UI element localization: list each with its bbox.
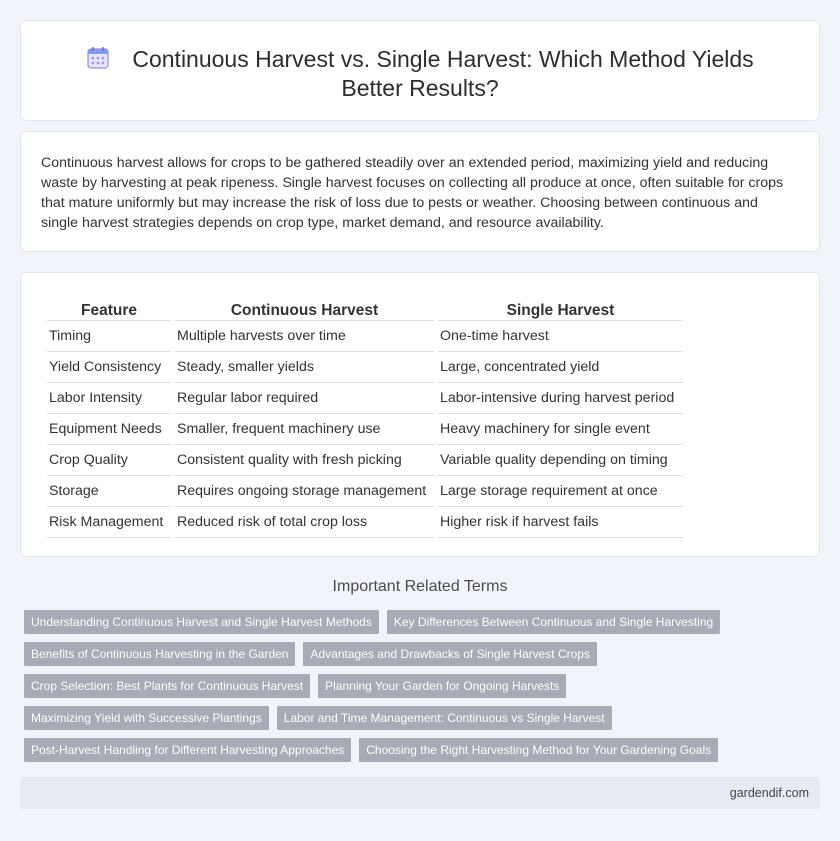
related-term-tag[interactable]: Planning Your Garden for Ongoing Harvests	[318, 674, 566, 698]
tag-row	[24, 706, 824, 738]
table-row	[47, 321, 683, 352]
cell-feature: Timing	[47, 321, 171, 352]
cell-single: Large, concentrated yield	[438, 352, 683, 383]
cell-continuous: Consistent quality with fresh picking	[175, 445, 434, 476]
related-term-tag[interactable]: Key Differences Between Continuous and Single Harvesting	[387, 610, 720, 634]
table-row	[47, 476, 683, 507]
table-row	[47, 507, 683, 538]
cell-continuous: Steady, smaller yields	[175, 352, 434, 383]
related-term-tag[interactable]: Labor and Time Management: Continuous vs Single Harvest	[277, 706, 612, 730]
cell-single: Large storage requirement at once	[438, 476, 683, 507]
cell-single: Heavy machinery for single event	[438, 414, 683, 445]
tag-row	[24, 738, 824, 770]
cell-single: Variable quality depending on timing	[438, 445, 683, 476]
related-term-tag[interactable]: Maximizing Yield with Successive Plantings	[24, 706, 269, 730]
cell-feature: Labor Intensity	[47, 383, 171, 414]
calendar-icon	[86, 46, 110, 70]
related-terms-list	[24, 610, 824, 770]
table-row	[47, 414, 683, 445]
related-term-tag[interactable]: Post-Harvest Handling for Different Harvesting Approaches	[24, 738, 351, 762]
title-card	[20, 20, 820, 121]
cell-single: One-time harvest	[438, 321, 683, 352]
related-term-tag[interactable]: Benefits of Continuous Harvesting in the Garden	[24, 642, 295, 666]
cell-feature: Storage	[47, 476, 171, 507]
cell-continuous: Smaller, frequent machinery use	[175, 414, 434, 445]
header-feature: Feature	[47, 295, 171, 321]
cell-continuous: Regular labor required	[175, 383, 434, 414]
cell-feature: Risk Management	[47, 507, 171, 538]
comparison-card	[20, 272, 820, 557]
cell-continuous: Multiple harvests over time	[175, 321, 434, 352]
footer	[20, 777, 820, 809]
cell-feature: Equipment Needs	[47, 414, 171, 445]
table-row	[47, 383, 683, 414]
header-single: Single Harvest	[438, 295, 683, 321]
cell-continuous: Reduced risk of total crop loss	[175, 507, 434, 538]
tag-row	[24, 642, 824, 674]
footer-site-link[interactable]: gardendif.com	[729, 786, 809, 800]
cell-single: Higher risk if harvest fails	[438, 507, 683, 538]
related-term-tag[interactable]: Advantages and Drawbacks of Single Harvest Crops	[303, 642, 596, 666]
intro-card	[20, 131, 820, 252]
header-continuous: Continuous Harvest	[175, 295, 434, 321]
related-terms-title: Important Related Terms	[332, 578, 508, 595]
related-term-tag[interactable]: Choosing the Right Harvesting Method for Your Gardening Goals	[359, 738, 718, 762]
page-title-wrap	[71, 45, 769, 103]
related-term-tag[interactable]: Crop Selection: Best Plants for Continuous Harvest	[24, 674, 310, 698]
cell-feature: Yield Consistency	[47, 352, 171, 383]
cell-feature: Crop Quality	[47, 445, 171, 476]
page-title: Continuous Harvest vs. Single Harvest: Which Method Yields Better Results?	[132, 46, 754, 101]
tag-row	[24, 610, 824, 642]
intro-paragraph: Continuous harvest allows for crops to be gathered steadily over an extended period, maximizing yield and reducing waste by harvesting at peak ripeness. Single harvest focuses on collecting all produce at once, often suitable for crops that mature uniformly but may increase the risk of loss due to pests or weather. Choosing between continuous and single harvest strategies depends on crop type, market demand, and resource availability.	[41, 155, 784, 231]
comparison-table	[43, 295, 687, 538]
table-row	[47, 445, 683, 476]
tag-row	[24, 674, 824, 706]
table-header-row	[47, 295, 683, 321]
cell-single: Labor-intensive during harvest period	[438, 383, 683, 414]
cell-continuous: Requires ongoing storage management	[175, 476, 434, 507]
table-row	[47, 352, 683, 383]
related-term-tag[interactable]: Understanding Continuous Harvest and Single Harvest Methods	[24, 610, 379, 634]
